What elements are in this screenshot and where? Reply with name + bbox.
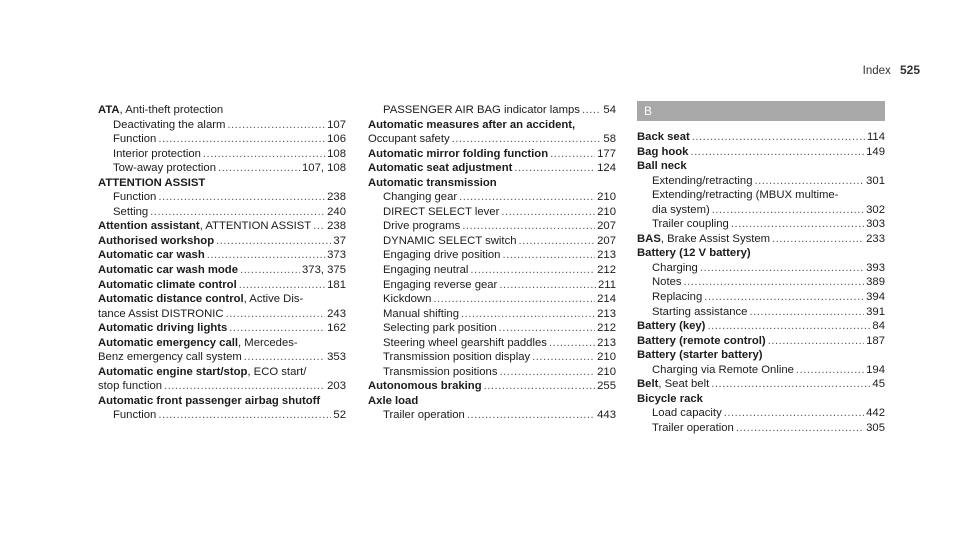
dot-leader — [724, 406, 864, 421]
entry-text: Steering wheel gearshift paddles — [383, 336, 547, 349]
entry-heading — [98, 176, 346, 191]
index-row — [637, 145, 885, 160]
entry-heading — [368, 176, 616, 191]
header-label: Index — [862, 65, 891, 77]
index-row — [637, 290, 885, 305]
index-entry — [98, 292, 346, 321]
entry-text — [637, 319, 705, 334]
dot-leader — [502, 248, 595, 263]
dot-leader — [499, 365, 595, 380]
page-number: 525 — [899, 63, 920, 77]
page-reference: 238 — [327, 191, 346, 204]
entry-text: tance Assist DISTRONIC — [98, 307, 224, 320]
page-reference: 303 — [866, 218, 885, 231]
index-entry — [637, 334, 885, 349]
entry-text: PASSENGER AIR BAG indicator lamps — [383, 104, 580, 116]
index-row — [637, 130, 885, 145]
entry-text: Engaging drive position — [383, 249, 501, 262]
entry-term: Axle load — [368, 394, 419, 407]
dot-leader — [549, 336, 595, 351]
entry-text — [368, 147, 548, 162]
entry-term: Battery (starter battery) — [637, 349, 763, 362]
page-reference: 207 — [597, 234, 616, 247]
dot-leader — [216, 234, 331, 249]
dot-leader — [226, 307, 326, 322]
entry-text: Benz emergency call system — [98, 351, 242, 364]
entry-text: Charging — [652, 261, 698, 274]
page-reference: 391 — [866, 305, 885, 318]
page-reference: 54 — [603, 104, 616, 116]
entry-heading — [98, 103, 346, 118]
entry-term: Automatic car wash — [98, 249, 205, 262]
entry-text: Manual shifting — [383, 307, 459, 320]
page-reference: 389 — [866, 276, 885, 289]
entry-text: Extending/retracting — [652, 174, 753, 187]
dot-leader — [499, 278, 596, 293]
dot-leader — [452, 132, 602, 147]
entry-term: Automatic mirror folding function — [368, 147, 549, 160]
index-row — [98, 161, 346, 176]
page-reference: 37 — [333, 234, 346, 247]
dot-leader — [484, 379, 596, 394]
dot-leader — [164, 379, 325, 394]
page-reference: 207 — [597, 220, 616, 233]
index-row — [368, 219, 616, 234]
index-column-1 — [98, 103, 346, 423]
page-reference: 181 — [327, 278, 346, 291]
index-entry — [98, 394, 346, 423]
dot-leader — [467, 408, 595, 423]
page-reference: 255 — [597, 380, 616, 393]
page-reference: 106 — [327, 133, 346, 146]
dot-leader — [514, 161, 595, 176]
index-row — [368, 350, 616, 365]
page-reference: 393 — [866, 261, 885, 274]
index-entry — [368, 394, 616, 423]
entry-text — [637, 232, 770, 247]
entry-text: Selecting park position — [383, 322, 497, 335]
entry-heading — [98, 365, 346, 380]
entry-text: Transmission positions — [383, 365, 498, 378]
index-row — [637, 377, 885, 392]
dot-leader — [150, 205, 325, 220]
index-row — [637, 203, 885, 218]
entry-text: dia system) — [652, 203, 710, 216]
entry-qualifier: , ECO start/ — [247, 365, 307, 378]
page-reference: 187 — [866, 334, 885, 347]
page-reference: 58 — [603, 133, 616, 146]
entry-term: Automatic distance control — [98, 293, 244, 306]
entry-term: Automatic front passenger airbag shutoff — [98, 394, 321, 407]
page-reference: 210 — [597, 205, 616, 218]
index-row — [98, 132, 346, 147]
page-reference: 443 — [597, 409, 616, 422]
index-row — [98, 190, 346, 205]
entry-text: Engaging reverse gear — [383, 278, 498, 291]
index-row — [637, 406, 885, 421]
entry-text: Kickdown — [383, 293, 432, 306]
dot-leader — [796, 363, 864, 378]
entry-text: Function — [113, 409, 157, 422]
entry-text: Load capacity — [652, 407, 722, 420]
dot-leader — [501, 205, 595, 220]
index-row — [637, 319, 885, 334]
index-row — [368, 292, 616, 307]
dot-leader — [532, 350, 595, 365]
dot-leader — [749, 305, 864, 320]
entry-text: Engaging neutral — [383, 264, 469, 277]
dot-leader — [203, 147, 325, 162]
dot-leader — [582, 103, 601, 118]
index-row — [637, 232, 885, 247]
page-reference: 240 — [327, 205, 346, 218]
entry-text: Trailer coupling — [652, 218, 729, 231]
index-row — [98, 118, 346, 133]
entry-term: Back seat — [637, 131, 690, 143]
index-entry — [98, 176, 346, 220]
page-reference: 213 — [597, 249, 616, 262]
index-entry — [98, 365, 346, 394]
index-entry — [98, 263, 346, 278]
entry-term: Battery (remote control) — [637, 334, 766, 347]
index-row — [637, 421, 885, 436]
dot-leader — [240, 263, 300, 278]
entry-heading — [637, 348, 885, 363]
index-column-3 — [637, 101, 885, 435]
page-reference: 213 — [597, 307, 616, 320]
dot-leader — [550, 147, 595, 162]
entry-heading — [637, 246, 885, 261]
index-entry — [637, 232, 885, 247]
dot-leader — [207, 248, 325, 263]
page-reference: 214 — [597, 293, 616, 306]
index-entry — [637, 145, 885, 160]
page-reference: 52 — [333, 409, 346, 422]
entry-text: Tow-away protection — [113, 162, 216, 175]
entry-text: Changing gear — [383, 191, 458, 204]
entry-text — [637, 145, 688, 160]
dot-leader — [768, 334, 864, 349]
index-row — [368, 190, 616, 205]
index-entry — [368, 147, 616, 162]
dot-leader — [731, 217, 864, 232]
entry-text: stop function — [98, 380, 163, 393]
dot-leader — [239, 278, 325, 293]
dot-leader — [772, 232, 864, 247]
entry-qualifier: , Mercedes- — [238, 336, 298, 349]
entry-qualifier: , Anti-theft protection — [119, 104, 224, 116]
index-row — [368, 278, 616, 293]
index-entry — [98, 248, 346, 263]
index-row — [98, 263, 346, 278]
page-reference: 177 — [597, 147, 616, 160]
entry-text: Notes — [652, 276, 682, 289]
entry-text: Interior protection — [113, 147, 201, 160]
dot-leader — [704, 290, 864, 305]
entry-text: Function — [113, 133, 157, 146]
index-entry — [368, 176, 616, 380]
entry-text: DYNAMIC SELECT switch — [383, 234, 517, 247]
index-row — [637, 275, 885, 290]
dot-leader — [470, 263, 595, 278]
entry-heading — [637, 392, 885, 407]
index-entry — [637, 377, 885, 392]
index-row — [368, 336, 616, 351]
page-reference: 394 — [866, 291, 885, 304]
entry-term: Battery (12 V battery) — [637, 247, 751, 260]
index-row — [637, 334, 885, 349]
index-row — [368, 307, 616, 322]
entry-text — [98, 219, 311, 234]
dot-leader — [433, 292, 595, 307]
entry-text — [637, 334, 766, 349]
entry-term: Automatic measures after an accident, — [368, 118, 576, 131]
dot-leader — [690, 145, 864, 160]
page-reference: 353 — [327, 351, 346, 364]
page-header — [863, 63, 920, 77]
index-row — [98, 350, 346, 365]
entry-term: Automatic transmission — [368, 176, 497, 189]
entry-text — [98, 263, 238, 278]
dot-leader — [711, 377, 870, 392]
dot-leader — [707, 319, 870, 334]
entry-term: Authorised workshop — [98, 234, 215, 247]
index-row — [368, 248, 616, 263]
index-row — [98, 379, 346, 394]
entry-term: Bag hook — [637, 145, 689, 158]
section-letter-bar: B — [637, 101, 885, 121]
index-row — [98, 278, 346, 293]
page-reference: 210 — [597, 191, 616, 204]
index-entry — [98, 219, 346, 234]
entry-text: Function — [113, 191, 157, 204]
index-row — [98, 219, 346, 234]
entry-heading — [368, 118, 616, 133]
index-row — [368, 379, 616, 394]
entry-term: ATTENTION ASSIST — [98, 176, 206, 189]
index-row — [98, 307, 346, 322]
page-reference: 107, 108 — [302, 162, 346, 175]
entry-text — [637, 377, 709, 392]
entry-text: Setting — [113, 205, 149, 218]
entry-text — [98, 234, 214, 249]
index-row — [637, 305, 885, 320]
index-column-2 — [368, 103, 616, 423]
page-reference: 203 — [327, 380, 346, 393]
dot-leader — [227, 118, 325, 133]
index-entry — [637, 319, 885, 334]
index-entry — [368, 161, 616, 176]
dot-leader — [229, 321, 325, 336]
page-reference: 124 — [597, 162, 616, 175]
entry-term: Automatic engine start/stop — [98, 365, 248, 378]
page-reference: 213 — [597, 336, 616, 349]
entry-text: Replacing — [652, 291, 703, 304]
page-reference: 114 — [866, 131, 885, 143]
entry-qualifier: , ATTENTION ASSIST — [199, 220, 312, 233]
entry-heading — [98, 292, 346, 307]
index-row — [98, 147, 346, 162]
entry-qualifier: , Active Dis- — [243, 293, 304, 306]
page-reference: 108 — [327, 147, 346, 160]
entry-text: Deactivating the alarm — [113, 118, 226, 131]
index-row — [98, 408, 346, 423]
index-row — [368, 234, 616, 249]
entry-text — [368, 161, 512, 176]
page-reference: 149 — [866, 145, 885, 158]
page-reference: 301 — [866, 174, 885, 187]
dot-leader — [461, 307, 595, 322]
entry-term: Attention assistant — [98, 220, 200, 233]
dot-leader — [736, 421, 864, 436]
entry-text: DIRECT SELECT lever — [383, 205, 500, 218]
index-entry — [637, 246, 885, 319]
entry-text: Occupant safety — [368, 133, 450, 146]
page-reference: 243 — [327, 307, 346, 320]
page-reference: 305 — [866, 421, 885, 434]
entry-term: Automatic car wash mode — [98, 264, 238, 277]
index-row — [637, 363, 885, 378]
entry-text: Starting assistance — [652, 305, 748, 318]
page-reference: 210 — [597, 365, 616, 378]
index-entry — [637, 159, 885, 232]
entry-text — [98, 321, 227, 336]
index-row — [368, 205, 616, 220]
entry-text: Extending/retracting (MBUX multime- — [652, 189, 839, 202]
dot-leader — [692, 130, 865, 145]
entry-text: Trailer operation — [383, 409, 465, 422]
dot-leader — [158, 408, 331, 423]
entry-heading — [637, 159, 885, 174]
dot-leader — [499, 321, 595, 336]
entry-text — [637, 130, 690, 145]
entry-heading — [98, 394, 346, 409]
index-entry — [368, 379, 616, 394]
entry-text: Transmission position display — [383, 351, 531, 364]
index-row — [368, 161, 616, 176]
index-row — [637, 217, 885, 232]
entry-term: ATA — [98, 104, 120, 116]
page-reference: 212 — [597, 322, 616, 335]
page-reference: 162 — [327, 322, 346, 335]
index-entry — [98, 103, 346, 176]
dot-leader — [313, 219, 325, 234]
entry-text: Trailer operation — [652, 421, 734, 434]
dot-leader — [158, 132, 325, 147]
index-entry — [637, 130, 885, 145]
dot-leader — [459, 190, 595, 205]
page-reference: 442 — [866, 407, 885, 420]
entry-text: Charging via Remote Online — [652, 363, 794, 376]
dot-leader — [462, 219, 595, 234]
entry-term: Automatic driving lights — [98, 322, 228, 335]
entry-term: Bicycle rack — [637, 392, 703, 405]
dot-leader — [700, 261, 864, 276]
page-reference: 373 — [327, 249, 346, 262]
page-reference: 212 — [597, 264, 616, 277]
entry-text: Drive programs — [383, 220, 461, 233]
index-entry — [98, 336, 346, 365]
index-row — [98, 321, 346, 336]
index-entry — [368, 103, 616, 118]
index-entry — [637, 348, 885, 377]
dot-leader — [754, 174, 864, 189]
entry-term: BAS — [637, 232, 661, 245]
index-row — [368, 132, 616, 147]
index-row — [637, 174, 885, 189]
index-row — [368, 408, 616, 423]
entry-qualifier: , Brake Assist System — [660, 232, 771, 245]
dot-leader — [684, 275, 865, 290]
index-row — [98, 234, 346, 249]
page-reference: 211 — [597, 278, 616, 291]
index-entry — [98, 321, 346, 336]
entry-term: Automatic emergency call — [98, 336, 239, 349]
index-entry — [98, 234, 346, 249]
index-row — [368, 321, 616, 336]
dot-leader — [712, 203, 864, 218]
entry-term: Autonomous braking — [368, 380, 482, 393]
entry-term: Belt — [637, 378, 659, 391]
index-row — [98, 205, 346, 220]
page-reference: 238 — [327, 220, 346, 233]
index-row — [368, 263, 616, 278]
page-reference: 194 — [866, 363, 885, 376]
page-reference: 210 — [597, 351, 616, 364]
page-reference: 302 — [866, 203, 885, 216]
entry-term: Automatic climate control — [98, 278, 237, 291]
index-row — [637, 188, 885, 203]
page-reference: 233 — [866, 232, 885, 245]
index-entry — [637, 392, 885, 436]
entry-text — [98, 248, 205, 263]
page-reference: 373, 375 — [302, 264, 346, 277]
index-row — [637, 261, 885, 276]
index-row — [98, 248, 346, 263]
dot-leader — [519, 234, 596, 249]
entry-term: Battery (key) — [637, 320, 706, 333]
entry-term: Automatic seat adjustment — [368, 162, 513, 175]
index-entry — [98, 278, 346, 293]
index-row — [368, 365, 616, 380]
page-reference: 45 — [872, 378, 885, 391]
page-reference: 107 — [327, 118, 346, 131]
dot-leader — [244, 350, 325, 365]
index-entry — [368, 118, 616, 147]
entry-text — [98, 278, 237, 293]
dot-leader — [158, 190, 325, 205]
page-reference: 84 — [872, 320, 885, 333]
index-row — [368, 147, 616, 162]
index-row — [368, 103, 616, 118]
entry-heading — [368, 394, 616, 409]
entry-term: Ball neck — [637, 160, 687, 173]
entry-heading — [98, 336, 346, 351]
entry-text — [368, 379, 482, 394]
entry-qualifier: , Seat belt — [658, 378, 710, 391]
dot-leader — [218, 161, 300, 176]
